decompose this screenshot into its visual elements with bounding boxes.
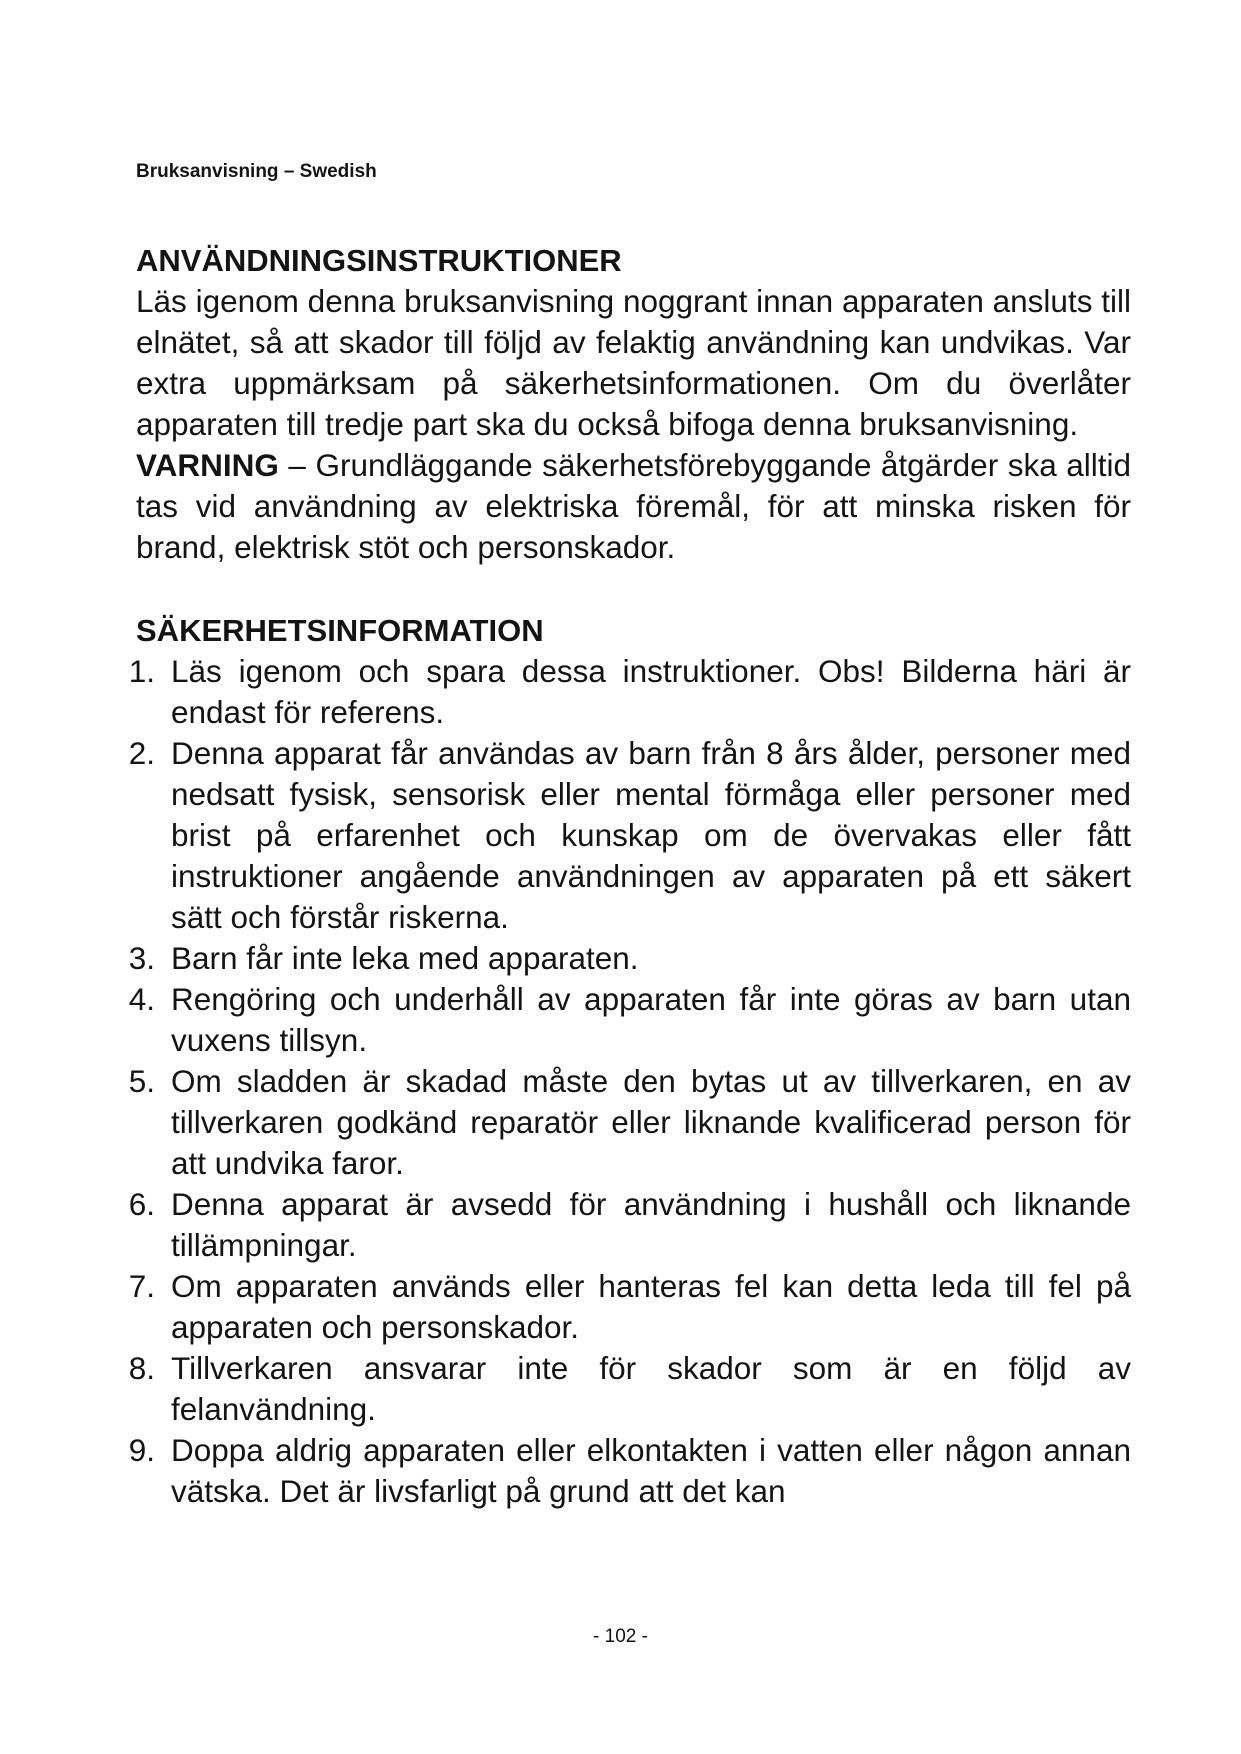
list-item-number: 5. xyxy=(128,1063,155,1099)
list-item-text: Rengöring och underhåll av apparaten får inte göras av barn utan vuxens tillsyn. xyxy=(171,981,1131,1058)
list-item-number: 9. xyxy=(128,1432,155,1468)
list-item xyxy=(128,1184,1131,1266)
list-item-number: 6. xyxy=(128,1186,155,1222)
list-item-text: Doppa aldrig apparaten eller elkontakten i vatten eller någon annan vätska. Det är livsfarligt på grund att det kan xyxy=(171,1432,1131,1509)
list-item xyxy=(128,1430,1131,1512)
list-item-number: 2. xyxy=(128,735,155,771)
list-item-text: Tillverkaren ansvarar inte för skador som är en följd av felanvändning. xyxy=(171,1350,1131,1427)
list-item-number: 4. xyxy=(128,981,155,1017)
list-item xyxy=(128,651,1131,733)
list-item-text: Om sladden är skadad måste den bytas ut av tillverkaren, en av tillverkaren godkänd reparatör eller liknande kvalificerad person för att undvika faror. xyxy=(171,1063,1131,1181)
list-item-text: Denna apparat är avsedd för användning i hushåll och liknande tillämpningar. xyxy=(171,1186,1131,1263)
list-item-text: Barn får inte leka med apparaten. xyxy=(171,940,639,976)
list-item xyxy=(128,1061,1131,1184)
warning-label: VARNING xyxy=(136,447,279,483)
list-item-text: Denna apparat får användas av barn från 8 års ålder, personer med nedsatt fysisk, sensorisk eller mental förmåga eller personer med brist på erfarenhet och kunskap om de övervakas eller fått instruktioner angående användningen av apparaten på ett säkert sätt och förstår riskerna. xyxy=(171,735,1131,935)
safety-list xyxy=(128,651,1131,1512)
usage-instructions-heading: ANVÄNDNINGSINSTRUKTIONER xyxy=(136,243,622,278)
list-item-number: 8. xyxy=(128,1350,155,1386)
list-item xyxy=(128,1266,1131,1348)
list-item xyxy=(128,938,1131,979)
warning-text: – Grundläggande säkerhetsförebyggande åtgärder ska alltid tas vid användning av elektriska föremål, för att minska risken för brand, elektrisk stöt och personskador. xyxy=(136,447,1131,565)
list-item-number: 3. xyxy=(128,940,155,976)
document-header: Bruksanvisning – Swedish xyxy=(136,161,377,182)
list-item-number: 1. xyxy=(128,653,155,689)
list-item-text: Om apparaten används eller hanteras fel kan detta leda till fel på apparaten och personskador. xyxy=(171,1268,1131,1345)
list-item xyxy=(128,979,1131,1061)
intro-paragraph: Läs igenom denna bruksanvisning noggrant innan apparaten ansluts till elnätet, så att skador till följd av felaktig användning kan undvikas. Var extra uppmärksam på säkerhetsinformationen. Om du överlåter apparaten till tredje part ska du också bifoga denna bruksanvisning. xyxy=(136,283,1131,442)
list-item-text: Läs igenom och spara dessa instruktioner. Obs! Bilderna häri är endast för referens. xyxy=(171,653,1131,730)
list-item-number: 7. xyxy=(128,1268,155,1304)
page-content xyxy=(128,240,1131,1512)
page-number: - 102 - xyxy=(593,1626,648,1647)
safety-information-heading: SÄKERHETSINFORMATION xyxy=(136,613,544,648)
list-item xyxy=(128,1348,1131,1430)
warning-paragraph xyxy=(136,445,1131,568)
list-item xyxy=(128,733,1131,938)
